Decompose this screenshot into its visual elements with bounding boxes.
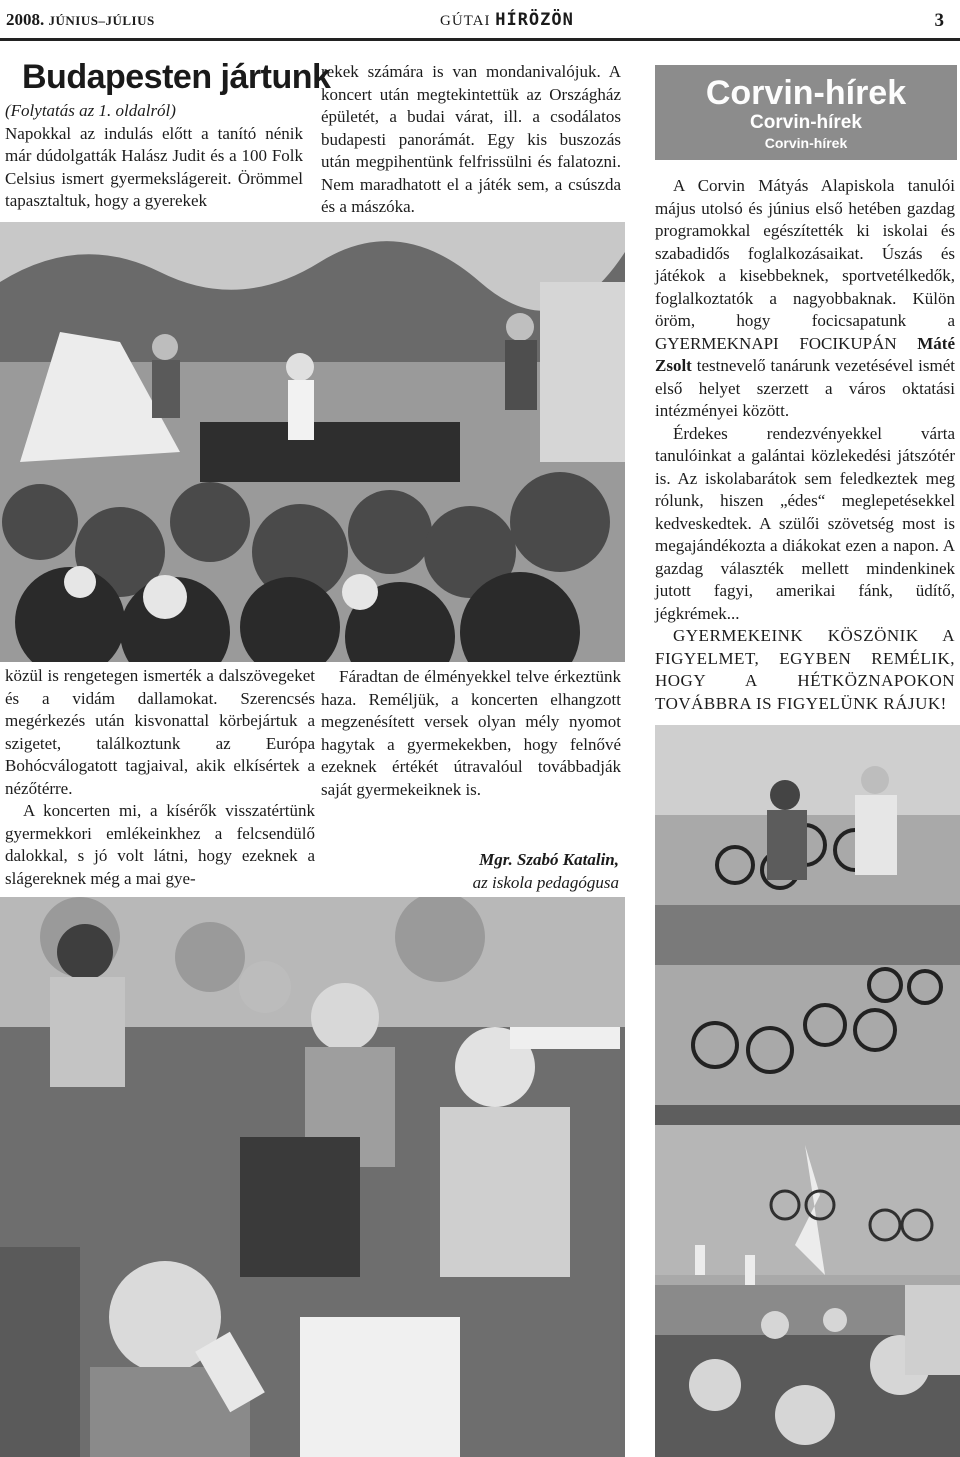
publication-brand: HÍRÖZÖN — [495, 10, 574, 30]
corvin-title-small: Corvin-hírek — [764, 135, 848, 151]
page-number: 3 — [934, 10, 944, 31]
issue-date — [6, 10, 155, 30]
paragraph-return: Fáradtan de élményekkel telve érkeztünk haza. Reméljük, a koncerten elhangzott megzenésített versek olyan mély nyomot hagytak a gyermekekben, hogy felnővé ezeknek értékét útravalóul továbbadják saját gyermekeiknek is. — [321, 667, 621, 799]
article-body-left — [5, 665, 315, 890]
corvin-paragraph-3: GYERMEKEINK KÖSZÖNIK A FIGYELMET, EGYBEN REMÉLIK, HOGY A HÉTKÖZNAPOKON TOVÁBBRA IS FIGYELÜNK RÁJUK! — [655, 626, 955, 713]
article-body-right-top — [321, 61, 621, 219]
bicycle-photo — [655, 725, 960, 1457]
corvin-paragraph-2: Érdekes rendezvényekkel várta tanulóinkat a galántai közlekedési játszótér is. Az iskolabarátok sem feledkeztek meg rólunk, hiszen „édes“ meglepetésekkel kedveskedtek. A szülői szövetség most is megajándékozta a diákokat ezen a napon. A gazdag választék mellett mindenkinek jutott fagyi, amerikai fánk, üdítő, jégkrémek... — [655, 423, 955, 623]
header-rule — [0, 38, 960, 41]
corvin-paragraph-1-end: testnevelő tanárunk vezetésével ismét első helyet szerzett a város oktatási intézményei között. — [655, 356, 955, 420]
corvin-article-body — [655, 175, 955, 715]
picnic-photo — [0, 897, 625, 1457]
paragraph-intro: Napokkal az indulás előtt a tanító nénik már dúdolgatták Halász Judit és a 100 Folk Celsius ismert gyermekslágereit. Örömmel tapasztaltuk, hogy a gyerekek — [5, 123, 303, 210]
publication-title — [440, 10, 574, 30]
paragraph-sightseeing: rekek számára is van mondanivalójuk. A koncert után megtekintettük az Országház épületét, a budai várat, ill. a csodálatos budapesti panorámát. Egy kis buszozás után megpihentünk felfrissülni és falatozni. Nem maradhatott el a játék sem, a csúszda és a mászóka. — [321, 62, 621, 216]
corvin-title-box — [655, 65, 957, 160]
teacher-name: Máté Zsolt — [655, 333, 955, 375]
paragraph-concert: közül is rengetegen ismerték a dalszövegeket és a vidám dallamokat. Szerencsés megérkezés után kisvonattal körbejártuk a szigetet, találkoztunk az Európa Bohócválogatott tagjaival, akik elkísértek a nézőtérre. — [5, 666, 315, 798]
paragraph-memories: A koncerten mi, a kísérők visszatértünk gyermekkori emlékeinkhez a felcsendülő dalokkal, s jó volt látni, hogy ezeknek a slágereknek még a mai gye- — [5, 801, 315, 888]
corvin-paragraph-1-start: A Corvin Mátyás Alapiskola tanulói május utolsó és június első hetében gazdag programokkal egészítették ki iskolai és szabadidős foglalkozásaikat. Úszás és játékok a kisebbeknek, sportvetélkedők, foglalkoztatók a nagyobbaknak. Külön öröm, hogy focicsapatunk a GYERMEKNAPI FOCIKUPÁN — [655, 176, 955, 353]
author-signature — [321, 848, 619, 894]
corvin-paragraph-1 — [655, 175, 955, 423]
author-role: az iskola pedagógusa — [472, 873, 619, 892]
issue-year: 2008. — [6, 10, 45, 29]
issue-months: JÚNIUS–JÚLIUS — [48, 13, 155, 28]
corvin-title-large: Corvin-hírek — [705, 74, 907, 112]
author-name: Mgr. Szabó Katalin, — [479, 850, 619, 869]
article-intro — [5, 100, 303, 213]
corvin-title-medium: Corvin-hírek — [750, 112, 862, 133]
article-title-budapest: Budapesten jártunk — [22, 58, 331, 96]
article-body-right-bottom — [321, 666, 621, 801]
continuation-note: (Folytatás az 1. oldalról) — [5, 101, 176, 120]
concert-photo — [0, 222, 625, 662]
publication-prefix: GÚTAI — [440, 13, 491, 29]
